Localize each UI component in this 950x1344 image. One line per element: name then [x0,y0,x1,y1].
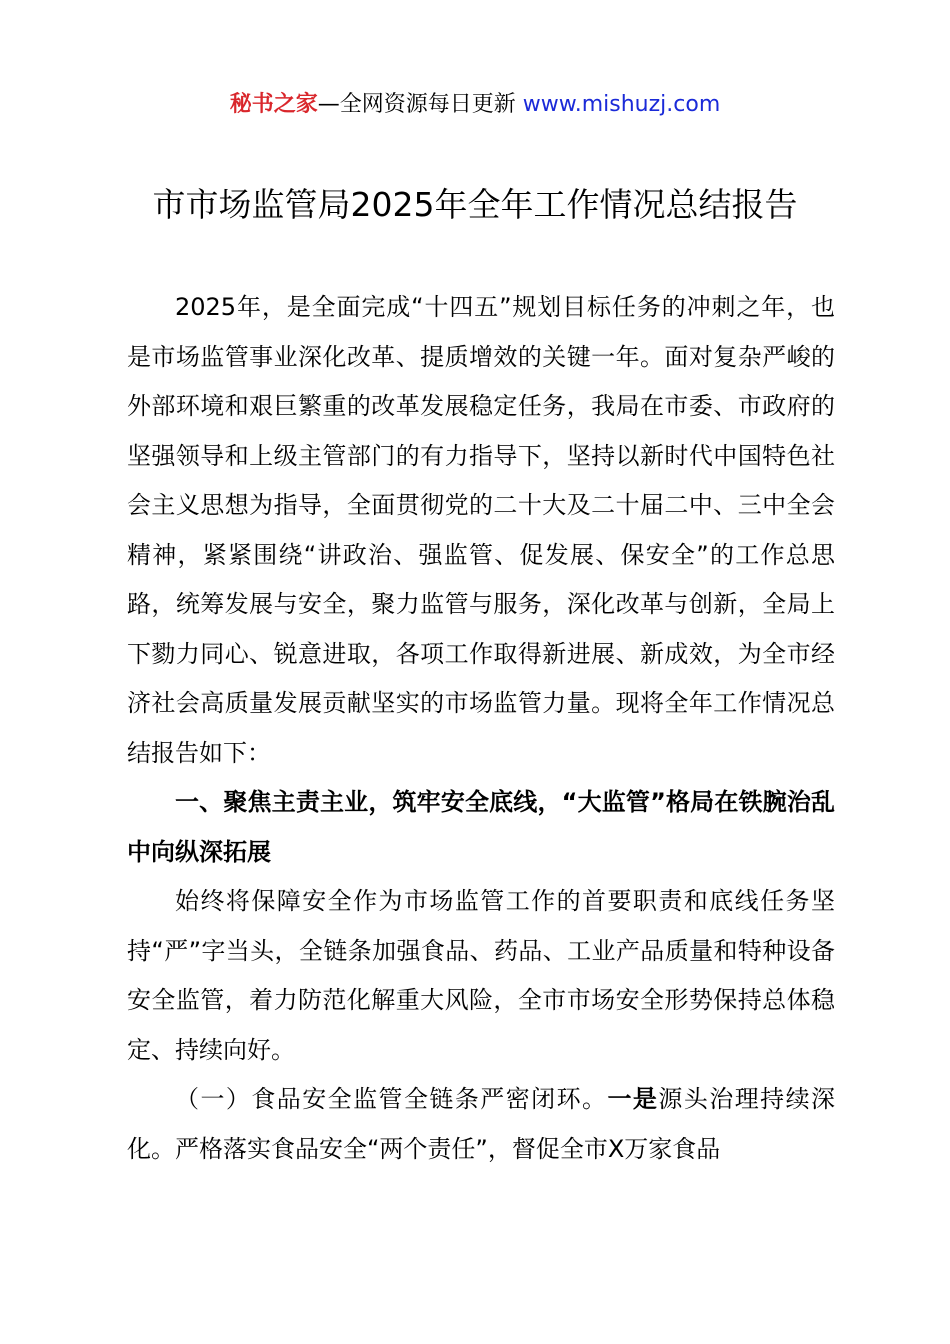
subsection-paragraph [127,1075,835,1174]
subsection-lead: 一是 [607,1085,659,1113]
document-body [127,283,835,1174]
site-header [0,88,950,122]
subsection-text: 源头治理持续深化。严格落实食品安全“两个责任”，督促全市X万家食品 [127,1085,836,1163]
section-heading: 一、聚焦主责主业，筑牢安全底线，“大监管”格局在铁腕治乱中向纵深拓展 [127,788,835,866]
intro-paragraph: 2025年，是全面完成“十四五”规划目标任务的冲刺之年，也是市场监管事业深化改革、提质增效的关键一年。面对复杂严峻的外部环境和艰巨繁重的改革发展稳定任务，我局在市委、市政府的坚强领导和上级主管部门的有力指导下，坚持以新时代中国特色社会主义思想为指导，全面贯彻党的二十大及二十届二中、三中全会精神，紧紧围绕“讲政治、强监管、促发展、保安全”的工作总思路，统筹发展与安全，聚力监管与服务，深化改革与创新，全局上下勠力同心、锐意进取，各项工作取得新进展、新成效，为全市经济社会高质量发展贡献坚实的市场监管力量。现将全年工作情况总结报告如下： [127,293,835,767]
document-title: 市市场监管局2025年全年工作情况总结报告 [152,185,798,224]
header-tagline: —全网资源每日更新 [317,92,523,117]
site-url-link[interactable]: www.mishuzj.com [522,92,721,117]
section-intro-paragraph: 始终将保障安全作为市场监管工作的首要职责和底线任务坚持“严”字当头，全链条加强食品、药品、工业产品质量和特种设备安全监管，着力防范化解重大风险，全市市场安全形势保持总体稳定、持续向好。 [127,887,835,1064]
subsection-heading: （一）食品安全监管全链条严密闭环。 [175,1085,608,1113]
brand-name: 秘书之家 [229,92,318,117]
